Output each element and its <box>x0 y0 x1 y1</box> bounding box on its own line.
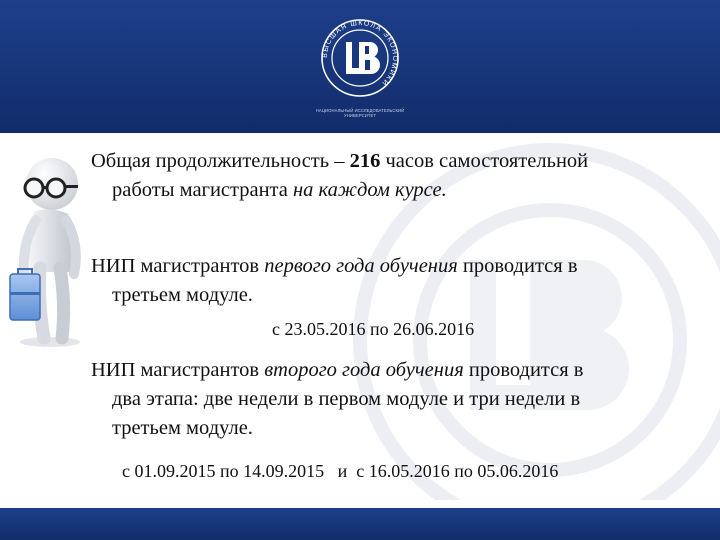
p3-line3: третьем модуле. <box>112 417 253 439</box>
person-with-briefcase-icon <box>4 150 86 350</box>
second-year-dates: с 01.09.2015 по 14.09.2015 и с 16.05.2016 по 05.06.2016 <box>122 461 559 481</box>
hse-logo <box>308 8 412 126</box>
p2-line1: НИП магистрантов первого года обучения проводится в <box>91 255 578 277</box>
hse-logo-emblem-icon <box>320 8 400 104</box>
logo-caption: НАЦИОНАЛЬНЫЙ ИССЛЕДОВАТЕЛЬСКИЙ УНИВЕРСИТЕТ <box>315 108 405 118</box>
second-year-paragraph <box>91 356 691 443</box>
footer-band <box>0 508 720 540</box>
p1-line1: Общая продолжительность – 216 часов самостоятельной <box>91 150 589 172</box>
p3-line1: НИП магистрантов второго года обучения проводится в <box>91 359 584 381</box>
p2-line2: третьем модуле. <box>112 284 253 306</box>
header-band <box>0 0 720 133</box>
first-year-paragraph <box>91 252 691 310</box>
svg-text:ВЫСШАЯ ШКОЛА ЭКОНОМИКИ: ВЫСШАЯ ШКОЛА ЭКОНОМИКИ <box>321 19 399 88</box>
p3-line2: два этапа: две недели в первом модуле и три недели в <box>112 388 581 410</box>
total-duration-paragraph <box>91 147 691 205</box>
p1-line2: работы магистранта на каждом курсе. <box>112 179 447 201</box>
first-year-dates: с 23.05.2016 по 26.06.2016 <box>272 319 475 339</box>
